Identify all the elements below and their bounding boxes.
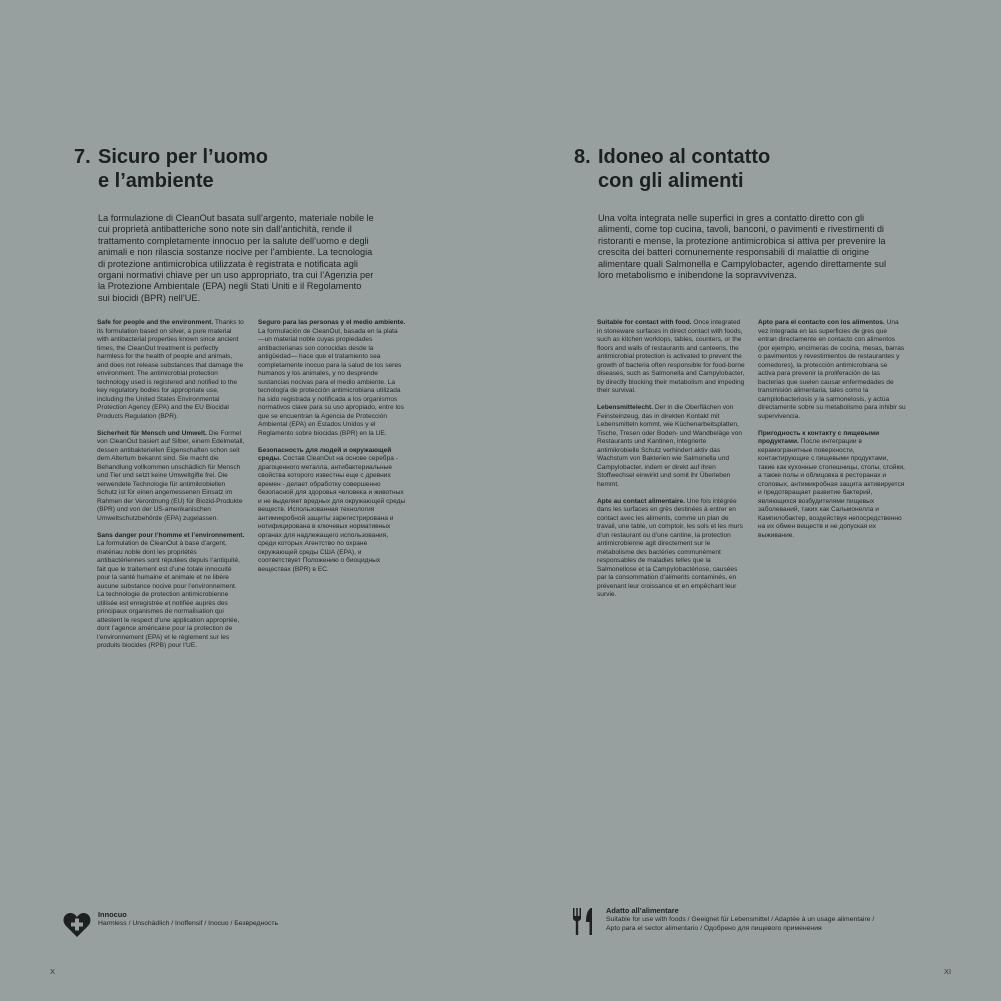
fr-heading: Sans danger pour l’homme et l’environnement. (97, 531, 245, 539)
en-text: Once integrated in stoneware surfaces in direct contact with foods, such as kitchen worktops, tables, counters, or the floors and walls of restaurants and canteens, the antimicrobial protection is activated to prevent the growth of bacteria often responsible for food-borne diseases, such as Salmonella and Campylobacter, by directly blocking their metabolism and impeding their survival. (597, 319, 745, 394)
footer-title: Innocuo (98, 910, 127, 919)
section-8-title (574, 145, 894, 193)
es-text: La formulación de CleanOut, basada en la plata —un material noble cuyas propiedades antibacterianas son conocidas desde la antigüedad— hace que el tratamiento sea completamente inocuo para la salud de los seres humanos y los animales, y no desprende sustancias nocivas para el medio ambiente. La tecnología de protección antimicrobiana utilizada ha sido registrada y notificada a los organismos normativos clave para su uso apropiado, entre los que se encuentran la Agencia de Protección Ambiental (EPA) en Estados Unidos y el Reglamento sobre biocidas (BPR) en la UE. (258, 327, 404, 437)
section-7-column-1 (97, 319, 245, 659)
ru-paragraph (258, 447, 406, 575)
ru-text: После интеграции в керамогранитные поверхности, контактирующие с пищевыми продуктами, такие как кухонные столешницы, столы, стойки, а также полы и облицовка в ресторанах и столовых, антимикробная защита активируется и предотвращает развитие бактерий, являющихся возбудителями пищевых заболеваний, таких как Сальмонелла и Кампилобактер, воздействуя непосредственно на их обмен веществ и не допуская их выживание. (758, 438, 905, 539)
section-8-title-line2: con gli alimenti (598, 170, 744, 192)
section-7-footer (62, 910, 278, 940)
de-heading: Sicherheit für Mensch und Umwelt. (97, 429, 207, 437)
section-7-number: 7. (74, 146, 91, 168)
footer-languages: Harmless / Unschädlich / Inoffensif / Inocuo / Безвредность (98, 920, 279, 927)
section-7-intro: La formulazione di CleanOut basata sull’argento, materiale nobile le cui proprietà antibatteriche sono note sin dall’antichità, rende il trattamento completamente innocuo per la salute dell’uomo e degli animali e non rilascia sostanze nocive per l’ambiente. La tecnologia di protezione antimicrobica utilizzata è registrata e notificata agli organi normativi chiave per un uso appropriato, tra cui l’Agenzia per la Protezione Ambientale (EPA) negli Stati Uniti e il Regolamento sui biocidi (BPR) nell’UE. (98, 213, 374, 303)
de-text: Die Formel von CleanOut basiert auf Silber, einem Edelmetall, dessen antibakteriellen Eigenschaften schon seit dem Altertum bekannt sind. Sie macht die Behandlung vollkommen unschädlich für Mensch und Tier und setzt keine Umweltgifte frei. Die verwendete Technologie für antimikrobiellen Schutz ist für einen angemessenen Einsatz im Rahmen der Verordnung (EU) für Biozid-Produkte (BPR) und von der US-amerikanischen Umweltschutzbehörde (EPA) zugelassen. (97, 429, 245, 522)
section-8-column-1 (597, 319, 745, 608)
de-paragraph (597, 404, 745, 489)
section-7-column-2 (258, 319, 406, 583)
en-text: Thanks to its formulation based on silver, a pure material with antibacterial properties known since ancient times, the CleanOut treatment is perfectly harmless for the health of people and animals, and does not release substances that damage the environment. The antimicrobial protection technology used is registered and notified to the key regulatory bodies for appropriate use, including the United States Environmental Protection Agency (EPA) and the EU Biocidal Products Regulation (BPR). (97, 319, 244, 420)
section-7-title (74, 145, 374, 193)
page-number-right: XI (944, 967, 952, 976)
ru-text: Состав CleanOut на основе серебра - драгоценного металла, антибактериальные свойства которого известны еще с древних времен - делает обработку совершенно безопасной для здоровья человека и животных и не выделяет вредных для окружающей среды веществ. Использованная технология антимикробной защиты зарегистрирована и нотифицирована в ключевых нормативных органах для надлежащего использования, среди которых Агентство по охране окружающей среды США (EPA), и соответствует Положению о биоцидных веществах (BPR) в ЕС. (258, 455, 406, 573)
en-paragraph (97, 319, 245, 421)
de-heading: Lebensmittelecht. (597, 404, 654, 411)
section-8-intro: Una volta integrata nelle superfici in gres a contatto diretto con gli alimenti, come top cucina, tavoli, banconi, o pavimenti e rivestimenti di ristoranti e mense, la protezione antimicrobica si attiva per prevenire la crescita dei batteri comunemente responsabili di malattie di origine alimentare quali Salmonella e Campylobacter, agendo direttamente sul loro metabolismo e inibendone la sopravvivenza. (598, 213, 887, 281)
footer-languages-line1: Suitable for use with foods / Geeignet für Lebensmittel / Adaptée à un usage alimentaire / (606, 916, 875, 923)
es-text: Una vez integrada en las superficies de gres que entran directamente en contacto con alimentos (por ejemplo, encimeras de cocina, mesas, barras o pavimentos y revestimientos de restaurantes y comedores), la protección antimicrobiana se activa para prevenir la proliferación de las bacterias que suelen causar enfermedades de transmisión alimentaria, tales como la campilobacteriosis y la salmonelosis, y actúa directamente sobre su metabolismo para inhibir su supervivencia. (758, 319, 906, 420)
footer-languages-line2: Apto para el sector alimentario / Одобрено для пищевого применения (606, 925, 822, 932)
heart-plus-icon (62, 910, 92, 940)
section-8-title-line1: Idoneo al contatto (598, 146, 771, 168)
fr-text: Une fois intégrée dans les surfaces en grès destinées à entrer en contact avec les aliments, comme un plan de travail, une table, un comptoir, les sols et les murs d’un restaurant ou d’une cantine, la protection antimicrobienne agit directement sur le métabolisme des bactéries communément responsables de maladies telles que la Salmonellose et la Campylobactériose, causées par la consommation d’aliments contaminés, en prévenant leur croissance et en empêchant leur survie. (597, 497, 743, 598)
ru-paragraph (758, 430, 906, 541)
fr-paragraph (97, 532, 245, 651)
section-8-column-2 (758, 319, 906, 549)
section-7-title-line2: e l’ambiente (98, 170, 214, 192)
es-heading: Apto para el contacto con los alimentos. (758, 319, 885, 326)
page-number-left: X (50, 967, 56, 976)
fr-heading: Apte au contact alimentaire. (597, 497, 685, 505)
en-heading: Suitable for contact with food. (597, 319, 692, 326)
es-heading: Seguro para las personas y el medio ambiente. (258, 319, 406, 326)
footer-title: Adatto all’alimentare (606, 906, 679, 915)
en-paragraph (597, 319, 745, 396)
section-8 (574, 145, 894, 281)
section-7 (74, 145, 374, 304)
fr-paragraph (597, 498, 745, 600)
ru-heading: Безопасность для людей и окружающей среды. (258, 446, 392, 462)
es-paragraph (258, 319, 406, 438)
ru-heading: Пригодность к контакту с пищевыми продуктами. (758, 429, 880, 445)
de-paragraph (97, 430, 245, 524)
section-8-footer (570, 906, 874, 936)
fr-text: La formulation de CleanOut à base d’argent, matériau noble dont les propriétés antibactériennes sont réputées depuis l’antiquité, fait que le traitement est d’une totale innocuité pour la santé humaine et animale et ne libère aucune substance nocive pour l’environnement. La technologie de protection antimicrobienne utilisée est enregistrée et notifiée auprès des principaux organismes de normalisation qui attestent le respect d’une application appropriée, dont l’agence américaine pour la protection de l’environnement (EPA) et le règlement sur les produits biocides (RPB) pour l’UE. (97, 540, 240, 649)
fork-knife-icon (570, 906, 600, 936)
section-7-title-line1: Sicuro per l’uomo (98, 146, 269, 168)
de-text: Der in die Oberflächen von Feinsteinzeug, das in direkten Kontakt mit Lebensmitteln kommt, wie Küchenarbeitsplatten, Tische, Tresen oder Boden- und Wandbeläge von Restaurants und Kantinen, integrierte antimikrobielle Schutz verhindert aktiv das Wachstum von Bakterien wie Salmonella und Campylobacter, indem er direkt auf ihren Stoffwechsel einwirkt und somit ihr Überleben hemmt. (597, 404, 743, 488)
es-paragraph (758, 319, 906, 421)
en-heading: Safe for people and the environment. (97, 319, 214, 326)
section-8-number: 8. (574, 146, 591, 168)
